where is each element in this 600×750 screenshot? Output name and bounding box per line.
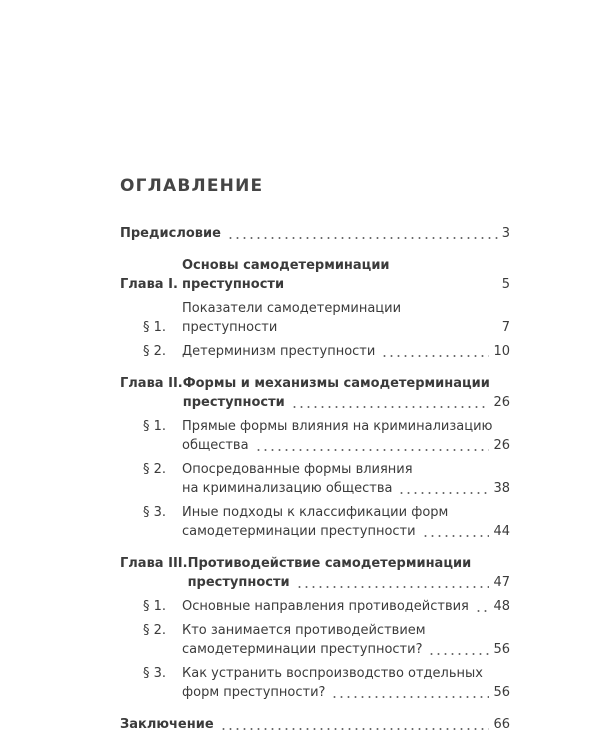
page-number: 56	[493, 642, 510, 657]
entry-title-line2: на криминализацию общества	[182, 481, 393, 496]
toc-entry-ch2-sec1[interactable]	[120, 417, 510, 455]
toc-entry-preface[interactable]	[120, 224, 510, 243]
page-number: 26	[493, 438, 510, 453]
toc-entry-ch3-sec3[interactable]	[120, 664, 510, 702]
entry-title: Показатели самодетерминации преступности	[182, 301, 402, 335]
toc-entry-ch3-sec2[interactable]	[120, 621, 510, 659]
chapter-label: Глава I.	[120, 277, 178, 292]
section-label: § 1.	[143, 599, 167, 614]
leader-dots	[227, 237, 498, 239]
section-label: § 1.	[143, 419, 167, 434]
entry-title-line1: Опосредованные формы влияния	[182, 462, 413, 477]
leader-dots	[331, 696, 489, 698]
page-number: 38	[493, 481, 510, 496]
entry-title-line1: Противодействие самодетерминации	[187, 556, 472, 571]
entry-title: Основные направления противодействия	[182, 599, 469, 614]
entry-title-line1: Иные подходы к классификации форм	[182, 505, 449, 520]
entry-title: Детерминизм преступности	[182, 344, 376, 359]
entry-title-line1: Кто занимается противодействием	[182, 623, 426, 638]
toc-entry-ch2-sec3[interactable]	[120, 503, 510, 541]
page-number: 44	[493, 524, 510, 539]
toc-entry-chapter-2[interactable]	[120, 374, 510, 412]
toc-entry-chapter-3[interactable]	[120, 554, 510, 592]
entry-title: Основы самодетерминации преступности	[182, 258, 390, 292]
leader-dots	[381, 355, 489, 357]
page-number: 56	[493, 685, 510, 700]
entry-title-line1: Формы и механизмы самодетерминации	[182, 376, 490, 391]
toc-list	[120, 224, 510, 734]
section-label: § 3.	[143, 666, 167, 681]
section-label: § 3.	[143, 505, 167, 520]
entry-title-line2: преступности	[187, 575, 290, 590]
page-number: 10	[493, 344, 510, 359]
page-number: 5	[501, 277, 510, 292]
leader-dots	[220, 728, 490, 730]
page-number: 26	[493, 395, 510, 410]
section-label: § 1.	[143, 320, 167, 335]
page-number: 66	[493, 717, 510, 732]
page-number: 48	[493, 599, 510, 614]
section-label: § 2.	[143, 623, 167, 638]
entry-title-line2: самодетерминации преступности?	[182, 642, 423, 657]
chapter-label: Глава II.	[120, 376, 183, 391]
entry-title-line2: самодетерминации преступности	[182, 524, 416, 539]
leader-dots	[291, 406, 490, 408]
page-number: 47	[493, 575, 510, 590]
leader-dots	[475, 610, 490, 612]
section-label: § 2.	[143, 344, 167, 359]
leader-dots	[422, 535, 490, 537]
chapter-label: Глава III.	[120, 556, 188, 571]
toc-entry-conclusion[interactable]	[120, 715, 510, 734]
leader-dots	[255, 449, 490, 451]
toc-entry-ch1-sec1[interactable]	[120, 299, 510, 337]
leader-dots	[398, 492, 489, 494]
entry-title-line2: форм преступности?	[182, 685, 326, 700]
entry-title: Предисловие	[120, 226, 221, 241]
entry-title: Заключение	[120, 717, 214, 732]
entry-title-line2: преступности	[182, 395, 285, 410]
leader-dots	[296, 586, 490, 588]
page-number: 3	[501, 226, 510, 241]
entry-title-line1: Как устранить воспроизводство отдельных	[182, 666, 483, 681]
toc-entry-ch2-sec2[interactable]	[120, 460, 510, 498]
page-number: 7	[501, 320, 510, 335]
toc-entry-chapter-1[interactable]	[120, 256, 510, 294]
toc-entry-ch3-sec1[interactable]	[120, 597, 510, 616]
entry-title-line1: Прямые формы влияния на криминализацию	[182, 419, 493, 434]
section-label: § 2.	[143, 462, 167, 477]
leader-dots	[428, 653, 489, 655]
entry-title-line2: общества	[182, 438, 249, 453]
toc-title: ОГЛАВЛЕНИЕ	[120, 176, 264, 196]
toc-entry-ch1-sec2[interactable]	[120, 342, 510, 361]
